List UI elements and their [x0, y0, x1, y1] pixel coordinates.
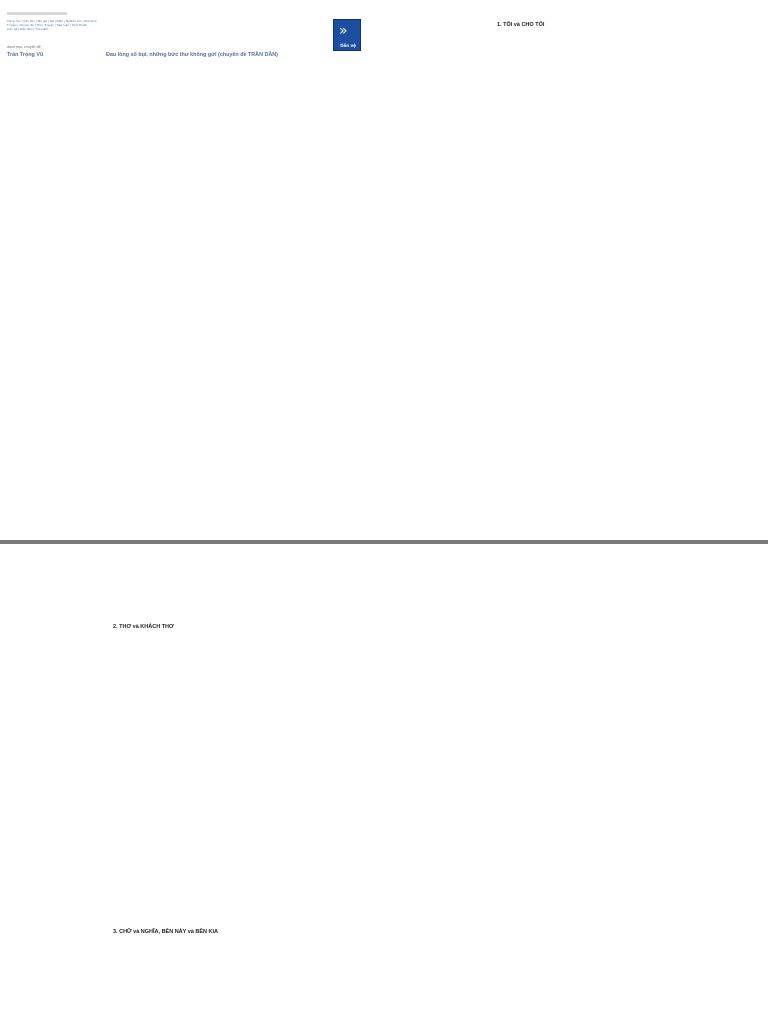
logo-arrows-icon: » [339, 23, 348, 39]
section-heading-2: 2. THƠ và KHÁCH THƠ [113, 624, 174, 630]
logo-word: tiền vệ [340, 43, 356, 48]
left-column [0, 0, 384, 540]
author-name: Trần Trọng Vũ [7, 52, 44, 58]
document-page-2 [0, 544, 768, 1024]
section-heading-3: 3. CHỮ và NGHĨA, BÊN NÀY và BÊN KIA [113, 929, 219, 935]
site-navigation[interactable] [7, 19, 147, 32]
nav-line[interactable]: Tư liệu | chuyên đề | Thơ | Truyện | Tiểu luận | Dịch thuật [7, 23, 87, 28]
left-column [0, 544, 384, 1024]
right-column [384, 544, 768, 1024]
right-column [384, 0, 768, 540]
nav-line[interactable]: Trang chủ | Văn học | Tác giả | Tác phẩm | Nghiên cứu | Phê bình [7, 19, 97, 23]
section-heading-1: 1. TÔI và CHO TÔI [497, 22, 545, 28]
article-title: Đau lòng sổ bụi, những bức thư không gửi (chuyên đề TRẦN DẦN) [106, 52, 278, 58]
top-bar [7, 12, 67, 15]
category-label: danh mục chuyên đề [7, 45, 41, 49]
nav-line[interactable]: Liên hệ | Diễn đàn | Tìm kiếm [7, 27, 49, 32]
site-logo [333, 19, 361, 51]
